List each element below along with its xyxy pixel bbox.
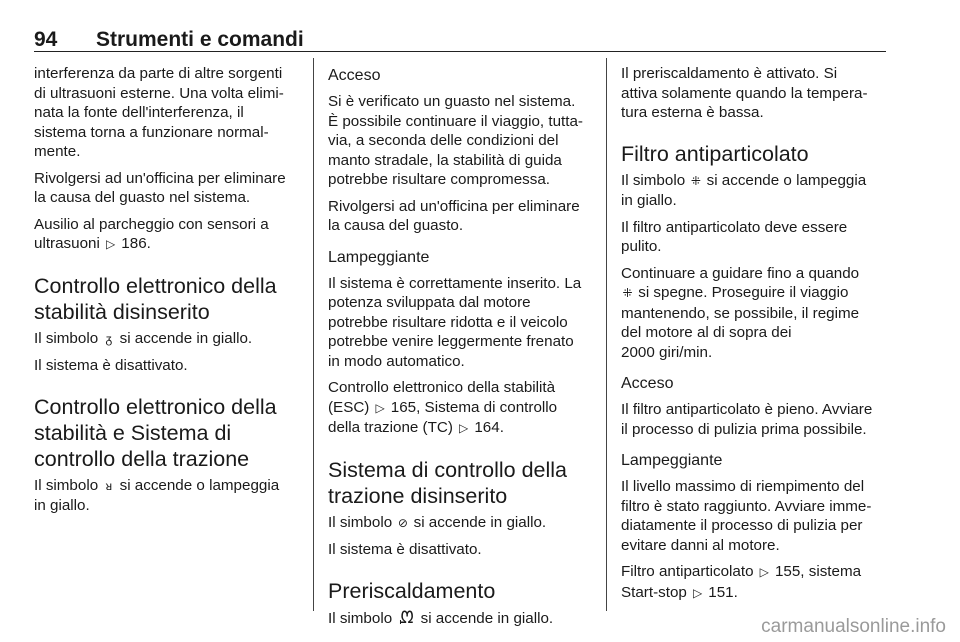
heading-acceso: Acceso: [328, 67, 381, 84]
esc-off-warning-icon: ᵹ: [105, 331, 113, 346]
paragraph: Ausilio al parcheggio con sensori a ultrasuoni ▷ 186.: [34, 215, 300, 255]
heading-tc-off: Sistema di controllo della trazione disinserito: [328, 457, 568, 508]
header-rule: [34, 51, 886, 52]
page-ref-link[interactable]: 151.: [704, 583, 738, 601]
column-divider: [606, 58, 607, 611]
heading-acceso: Acceso: [621, 375, 674, 392]
particulate-filter-icon: ⁜: [690, 173, 701, 188]
paragraph: Rivolgersi ad un'officina per eliminare la causa del guasto nel sistema.: [34, 169, 286, 206]
page-ref-icon: ▷: [692, 585, 703, 600]
page-ref-icon: ▷: [459, 421, 469, 435]
paragraph: Il filtro antiparticolato è pieno. Avviare il processo di pulizia prima possibile.: [621, 401, 873, 438]
page-ref-link[interactable]: 155, sistema: [770, 563, 862, 580]
heading-esc-off: Controllo elettronico della stabilità disinserito: [34, 273, 277, 324]
paragraph: Controllo elettronico della stabilità (ESC) ▷ 165, Sistema di controllo della trazione (TC) ▷ 164.: [328, 378, 594, 439]
section-title: Strumenti e comandi: [96, 28, 304, 51]
heading-esc-tc: Controllo elettronico della stabilità e Sistema di controllo della trazione: [34, 394, 277, 471]
page-ref-link[interactable]: 164.: [470, 419, 504, 436]
paragraph: Continuare a guidare fino a quando ⁜ si spegne. Proseguire il viaggio mantenendo, se possibile, il regime del motore al di sopra dei 2000 giri/min.: [621, 264, 860, 361]
paragraph: Il simbolo ᘻ si accende in giallo.: [328, 607, 554, 627]
paragraph: Il livello massimo di riempimento del filtro è stato raggiunto. Avviare imme- diatamente il processo di pulizia per evitare danni al motore.: [621, 478, 872, 554]
column-1: [34, 64, 300, 523]
particulate-filter-icon: ⁜: [622, 286, 633, 300]
heading-preriscaldamento: Preriscaldamento: [328, 578, 496, 603]
paragraph: Il sistema è disattivato.: [328, 541, 482, 558]
page-ref-icon: ▷: [105, 237, 116, 251]
paragraph: Il simbolo ᴚ si accende o lampeggia in giallo.: [34, 476, 280, 514]
heading-lampeggiante: Lampeggiante: [328, 248, 430, 266]
paragraph: Il preriscaldamento è attivato. Si attiva solamente quando la tempera- tura esterna è bassa.: [621, 65, 868, 121]
page-ref-link[interactable]: 165, Sistema di controllo: [386, 398, 558, 416]
tc-off-warning-icon: ⊘: [397, 515, 408, 530]
paragraph: Rivolgersi ad un'officina per eliminare la causa del guasto.: [328, 197, 580, 234]
watermark: carmanualsonline.info: [761, 616, 946, 637]
paragraph: interferenza da parte di altre sorgenti di ultrasuoni esterne. Una volta elimi- nata la fonte dell'interferenza, il sistema torna a funzionare normal- mente.: [34, 65, 284, 160]
glow-plug-icon: ᘻ: [399, 607, 414, 627]
page-ref-link[interactable]: 186.: [117, 235, 151, 252]
heading-lampeggiante: Lampeggiante: [621, 452, 723, 469]
column-divider: [313, 58, 314, 611]
esc-tc-warning-icon: ᴚ: [105, 478, 113, 493]
page-header: [34, 28, 886, 52]
paragraph: Il sistema è correttamente inserito. La potenza sviluppata dal motore potrebbe risultare ridotta e il veicolo potrebbe venire leggermente frenato in modo automatico.: [328, 274, 582, 370]
paragraph: Il filtro antiparticolato deve essere pulito.: [621, 218, 848, 255]
page-ref-icon: ▷: [759, 565, 769, 579]
page-ref-icon: ▷: [375, 400, 385, 415]
paragraph: Il sistema è disattivato.: [34, 357, 188, 374]
paragraph: Il simbolo ⊘ si accende in giallo.: [328, 513, 594, 534]
heading-filtro-antiparticolato: Filtro antiparticolato: [621, 141, 809, 166]
paragraph: Filtro antiparticolato ▷ 155, sistema Start-stop ▷ 151.: [621, 562, 889, 603]
column-2: [328, 64, 594, 635]
column-3: [621, 64, 889, 610]
paragraph: Il simbolo ⁜ si accende o lampeggia in giallo.: [621, 171, 867, 209]
paragraph: Il simbolo ᵹ si accende in giallo.: [34, 329, 300, 350]
page-number: 94: [34, 28, 58, 51]
paragraph: Si è verificato un guasto nel sistema. È possibile continuare il viaggio, tutta- via, a seconda delle condizioni del manto stradale, la stabilità di guida potrebbe risultare compromessa.: [328, 93, 583, 188]
